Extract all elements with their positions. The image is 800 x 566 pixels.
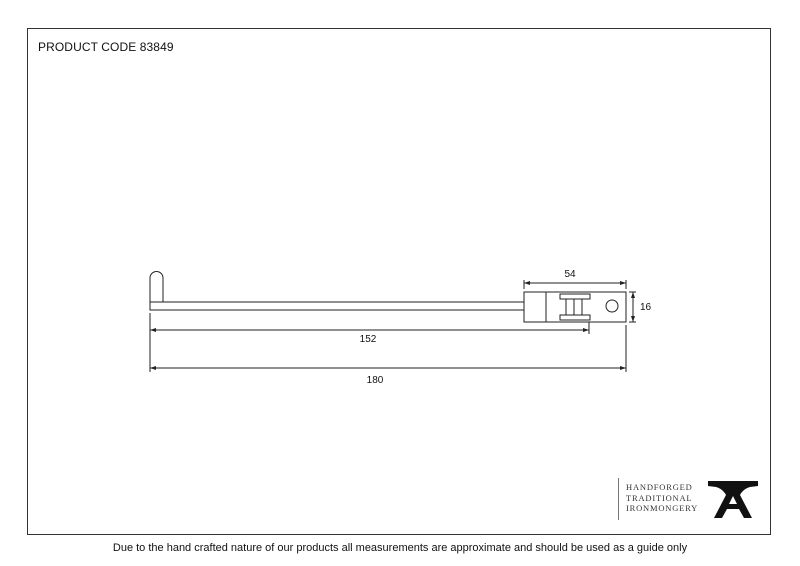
bracket-guide-bottom <box>560 315 590 320</box>
stay-knob <box>150 272 163 302</box>
footer-disclaimer: Due to the hand crafted nature of our products all measurements are approximate and should be used as a guide only <box>112 542 688 554</box>
product-code-title: PRODUCT CODE 83849 <box>38 40 174 54</box>
dim-180-arrow-right <box>620 366 626 370</box>
stay-bar <box>150 302 524 310</box>
dim-180-label: 180 <box>366 375 384 386</box>
brand-block <box>618 478 760 522</box>
dim-152-label: 152 <box>359 334 377 345</box>
dim-16-label: 16 <box>640 302 652 313</box>
dim-180-arrow-left <box>150 366 156 370</box>
brand-line-3: IRONMONGERY <box>626 503 699 513</box>
dim-54-arrow-left <box>524 281 530 285</box>
bracket-guide-top <box>560 294 590 299</box>
dim-16-arrow-top <box>631 292 635 298</box>
dim-152-arrow-right <box>583 328 589 332</box>
dim-54-arrow-right <box>620 281 626 285</box>
dim-152-arrow-left <box>150 328 156 332</box>
brand-line-2: TRADITIONAL <box>626 492 693 503</box>
brand-divider <box>618 478 619 520</box>
dim-54-label: 54 <box>564 269 576 280</box>
dim-16-arrow-bottom <box>631 316 635 322</box>
brand-line-1: HANDFORGED <box>626 482 693 492</box>
anvil-logo-icon <box>706 478 760 522</box>
brand-text <box>626 482 698 514</box>
